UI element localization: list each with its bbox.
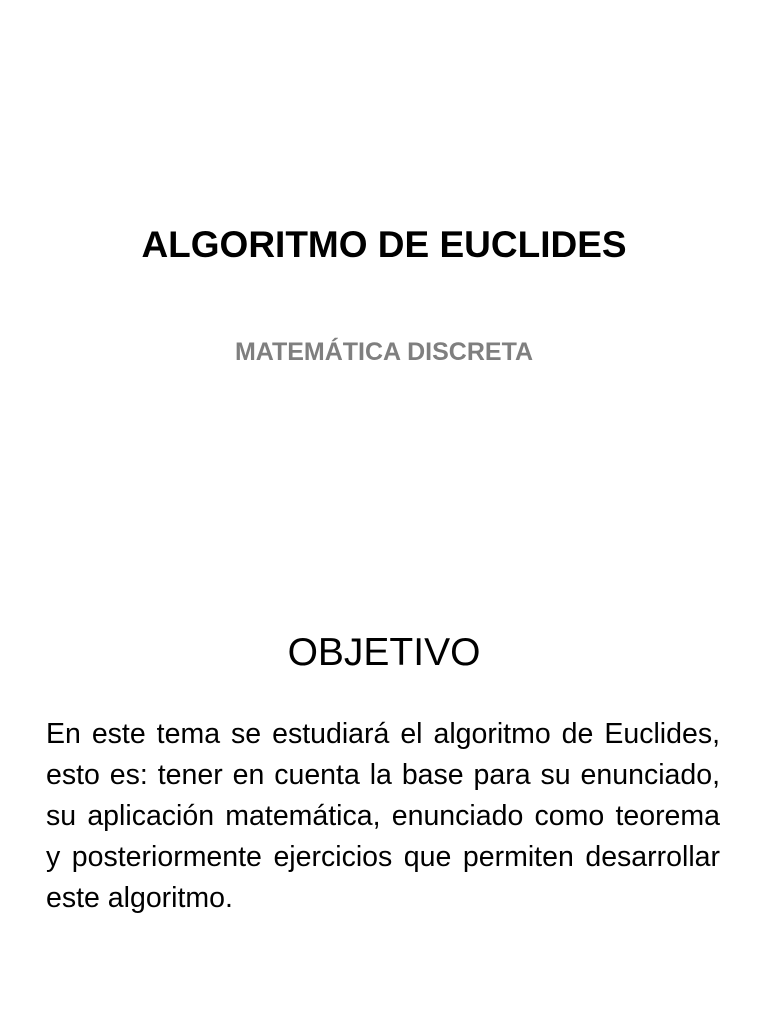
slide-subtitle: MATEMÁTICA DISCRETA — [234, 338, 534, 366]
slide-title: ALGORITMO DE EUCLIDES — [141, 224, 627, 265]
objective-slide — [0, 512, 768, 1024]
objective-paragraph: En este tema se estudiará el algoritmo de Euclides, esto es: tener en cuenta la base para su enunciado, su aplicación matemática, enunciado como teorema y posteriormente ejercicios que permiten desarrollar este algoritmo. — [46, 718, 720, 914]
objective-heading: OBJETIVO — [287, 631, 481, 674]
